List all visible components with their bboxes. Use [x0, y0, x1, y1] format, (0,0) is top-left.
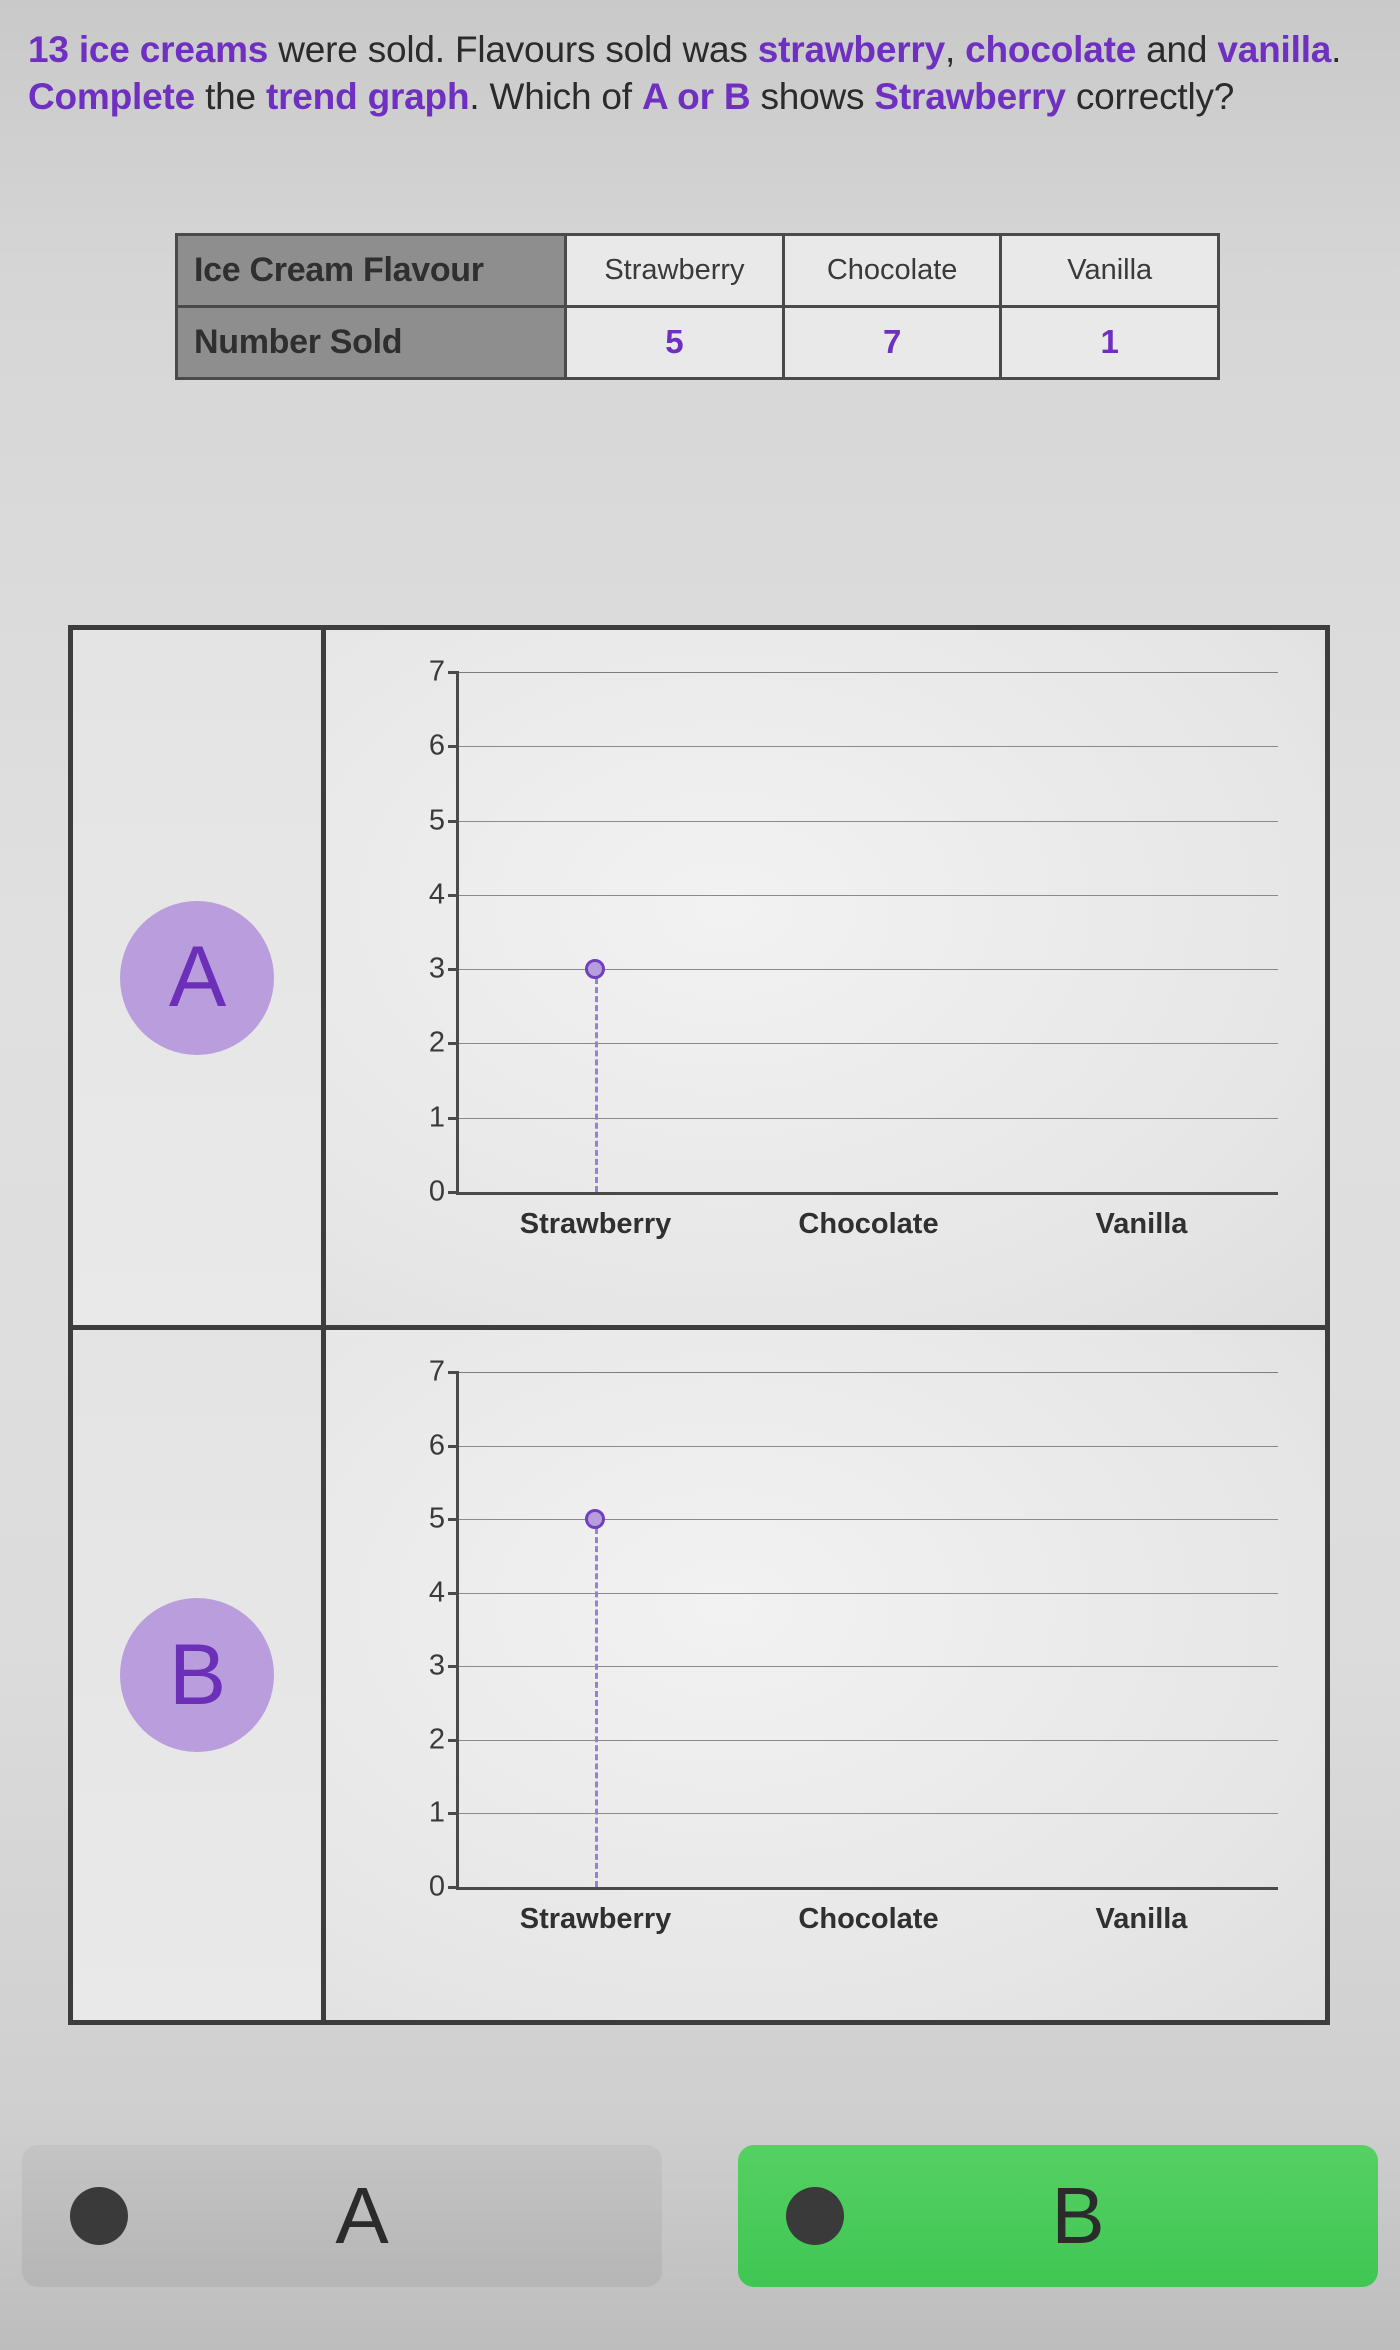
y-axis-tick-mark [448, 1592, 459, 1595]
gridline [459, 1519, 1278, 1520]
y-axis-tick-label: 3 [428, 952, 445, 985]
flavour-table-wrapper [175, 233, 1220, 380]
option-b-badge: B [120, 1598, 274, 1752]
table-value-chocolate: 7 [783, 306, 1001, 378]
y-axis-tick-label: 5 [428, 804, 445, 837]
gridline [459, 1593, 1278, 1594]
y-axis-tick-mark [448, 1117, 459, 1120]
option-a-chart-cell[interactable] [326, 630, 1325, 1325]
table-row-label-flavour: Ice Cream Flavour [177, 234, 566, 306]
answer-button-a[interactable] [22, 2145, 662, 2287]
question-emphasis: vanilla [1217, 29, 1332, 70]
option-a-badge-cell [73, 630, 326, 1325]
question-emphasis: strawberry [757, 29, 945, 70]
y-axis-tick-label: 1 [428, 1101, 445, 1134]
point-stem [595, 969, 598, 1192]
y-axis-tick-label: 1 [428, 1796, 445, 1829]
gridline [459, 1666, 1278, 1667]
gridline [459, 1446, 1278, 1447]
gridline [459, 672, 1278, 673]
x-axis-tick-label: Chocolate [798, 1208, 939, 1240]
y-axis-tick-mark [448, 1445, 459, 1448]
question-plain: . [1331, 29, 1342, 70]
y-axis-tick-mark [448, 1739, 459, 1742]
question-emphasis: chocolate [965, 29, 1137, 70]
y-axis-tick-mark [448, 1042, 459, 1045]
gridline [459, 1118, 1278, 1119]
table-value-strawberry: 5 [566, 306, 784, 378]
y-axis-tick-mark [448, 745, 459, 748]
question-plain: . Which of [469, 76, 642, 118]
data-point[interactable] [585, 959, 605, 979]
y-axis-tick-label: 6 [428, 729, 445, 762]
y-axis-tick-mark [448, 1812, 459, 1815]
y-axis-tick-label: 4 [428, 1576, 445, 1609]
x-axis-tick-label: Strawberry [519, 1208, 672, 1240]
options-panel [68, 625, 1330, 2025]
option-b-chart-cell[interactable] [326, 1330, 1325, 2020]
gridline [459, 746, 1278, 747]
gridline [459, 969, 1278, 970]
option-a-badge: A [120, 901, 274, 1055]
point-stem [595, 1519, 598, 1887]
y-axis-tick-mark [448, 1886, 459, 1889]
table-row-label-number-sold: Number Sold [177, 306, 566, 378]
question-text [0, 0, 1400, 121]
plot-area [428, 1355, 1278, 1935]
y-axis-tick-label: 6 [428, 1429, 445, 1462]
table-header-strawberry: Strawberry [566, 234, 784, 306]
y-axis-tick-label: 5 [428, 1502, 445, 1535]
answer-button-b[interactable] [738, 2145, 1378, 2287]
answer-button-row [22, 2145, 1378, 2287]
question-emphasis: Strawberry [874, 76, 1066, 118]
x-axis-tick-label: Vanilla [1095, 1903, 1188, 1935]
gridline [459, 1740, 1278, 1741]
option-row-b[interactable] [73, 1325, 1325, 2020]
flavour-table [175, 233, 1220, 380]
y-axis-tick-mark [448, 1191, 459, 1194]
question-plain: shows [750, 76, 875, 118]
table-row-values [177, 306, 1219, 378]
radio-icon-a [70, 2187, 128, 2245]
y-axis-tick-mark [448, 1518, 459, 1521]
y-axis-tick-label: 2 [428, 1723, 445, 1756]
table-value-vanilla: 1 [1001, 306, 1219, 378]
y-axis-tick-label: 4 [428, 878, 445, 911]
table-header-vanilla: Vanilla [1001, 234, 1219, 306]
x-axis-tick-label: Strawberry [519, 1903, 672, 1935]
question-plain: the [194, 76, 266, 118]
question-plain: were sold. Flavours sold was [268, 29, 758, 70]
y-axis-tick-label: 7 [428, 1355, 445, 1388]
question-plain: and [1136, 29, 1218, 70]
y-axis-tick-mark [448, 894, 459, 897]
y-axis-tick-mark [448, 671, 459, 674]
gridline [459, 821, 1278, 822]
y-axis-tick-label: 7 [428, 655, 445, 688]
y-axis-tick-label: 3 [428, 1649, 445, 1682]
question-emphasis: trend graph [265, 76, 470, 118]
y-axis-tick-mark [448, 968, 459, 971]
trend-graph-b[interactable] [326, 1330, 1325, 2020]
table-row-header [177, 234, 1219, 306]
question-emphasis: Complete [28, 76, 195, 118]
plot-area [428, 655, 1278, 1240]
y-axis-tick-mark [448, 1665, 459, 1668]
y-axis-tick-label: 0 [428, 1175, 445, 1208]
radio-icon-b [786, 2187, 844, 2245]
question-plain: , [944, 29, 966, 70]
x-axis-tick-label: Vanilla [1095, 1208, 1188, 1240]
gridline [459, 895, 1278, 896]
answer-button-a-label: A [335, 2171, 389, 2260]
question-emphasis: 13 ice creams [28, 29, 269, 70]
gridline [459, 1813, 1278, 1814]
question-emphasis: A or B [641, 76, 751, 118]
answer-button-b-label: B [1051, 2171, 1105, 2260]
gridline [459, 1043, 1278, 1044]
gridline [459, 1372, 1278, 1373]
trend-graph-a[interactable] [326, 630, 1325, 1325]
y-axis-tick-mark [448, 1371, 459, 1374]
data-point[interactable] [585, 1509, 605, 1529]
x-axis-tick-label: Chocolate [798, 1903, 939, 1935]
option-row-a[interactable] [73, 630, 1325, 1325]
y-axis-tick-label: 0 [428, 1870, 445, 1903]
option-b-badge-cell [73, 1330, 326, 2020]
y-axis-tick-mark [448, 820, 459, 823]
table-header-chocolate: Chocolate [783, 234, 1001, 306]
y-axis-tick-label: 2 [428, 1026, 445, 1059]
question-plain: correctly? [1065, 76, 1235, 118]
